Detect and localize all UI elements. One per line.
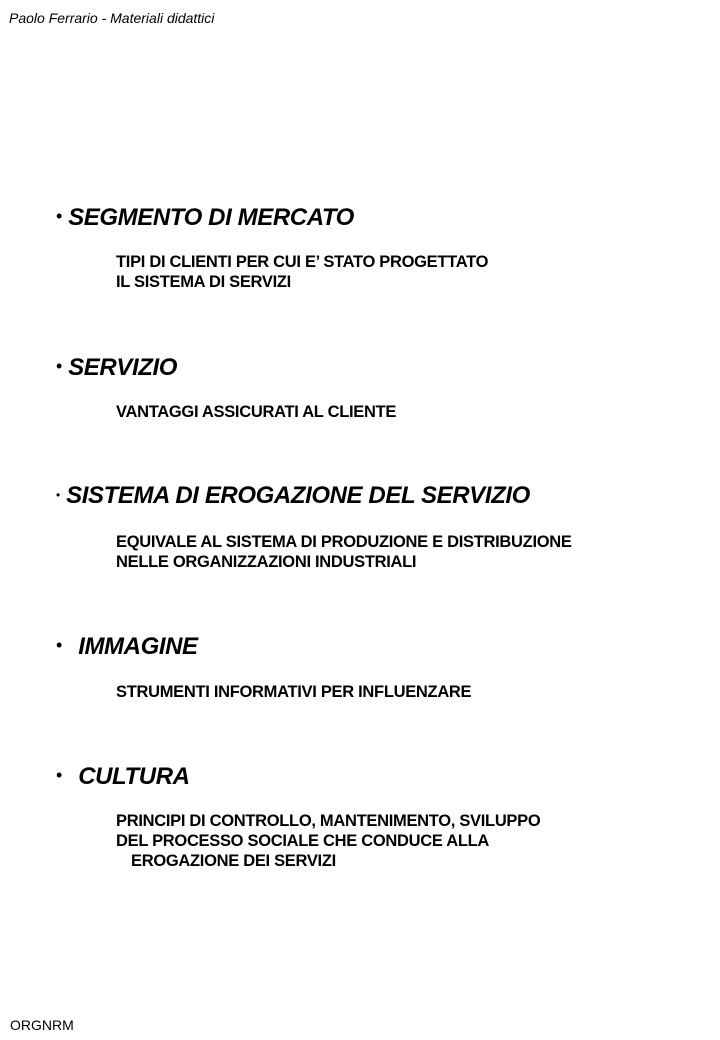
section-description <box>116 532 572 572</box>
section-heading <box>56 481 530 510</box>
section-heading <box>56 631 198 661</box>
description-line: PRINCIPI DI CONTROLLO, MANTENIMENTO, SVILUPPO <box>116 812 541 830</box>
bullet-icon: • <box>56 488 60 502</box>
section-title: SEGMENTO DI MERCATO <box>68 204 354 231</box>
section-description <box>116 682 471 702</box>
bullet-icon: • <box>56 356 62 376</box>
page-header: Paolo Ferrario - Materiali didattici <box>9 10 215 26</box>
section-title: SISTEMA DI EROGAZIONE DEL SERVIZIO <box>66 482 530 509</box>
section-heading <box>56 352 177 382</box>
section-heading <box>56 202 354 232</box>
description-line: STRUMENTI INFORMATIVI PER INFLUENZARE <box>116 683 472 701</box>
page-footer: ORGNRM <box>10 1017 74 1033</box>
section-title: SERVIZIO <box>68 354 178 381</box>
description-line: TIPI DI CLIENTI PER CUI E’ STATO PROGETTATO <box>116 253 489 271</box>
description-line: EQUIVALE AL SISTEMA DI PRODUZIONE E DISTRIBUZIONE <box>116 533 572 551</box>
description-line: EROGAZIONE DEI SERVIZI <box>131 852 336 870</box>
section-description <box>116 402 396 422</box>
section-description <box>116 811 540 871</box>
section-heading <box>56 761 190 791</box>
description-line: VANTAGGI ASSICURATI AL CLIENTE <box>116 403 397 421</box>
description-line: DEL PROCESSO SOCIALE CHE CONDUCE ALLA <box>116 832 490 850</box>
section-title: IMMAGINE <box>78 633 198 660</box>
bullet-icon: • <box>56 765 62 785</box>
description-line: IL SISTEMA DI SERVIZI <box>116 273 291 291</box>
description-line: NELLE ORGANIZZAZIONI INDUSTRIALI <box>116 553 417 571</box>
section-description <box>116 252 488 292</box>
bullet-icon: • <box>56 635 62 655</box>
section-title: CULTURA <box>78 763 190 790</box>
bullet-icon: • <box>56 206 62 226</box>
